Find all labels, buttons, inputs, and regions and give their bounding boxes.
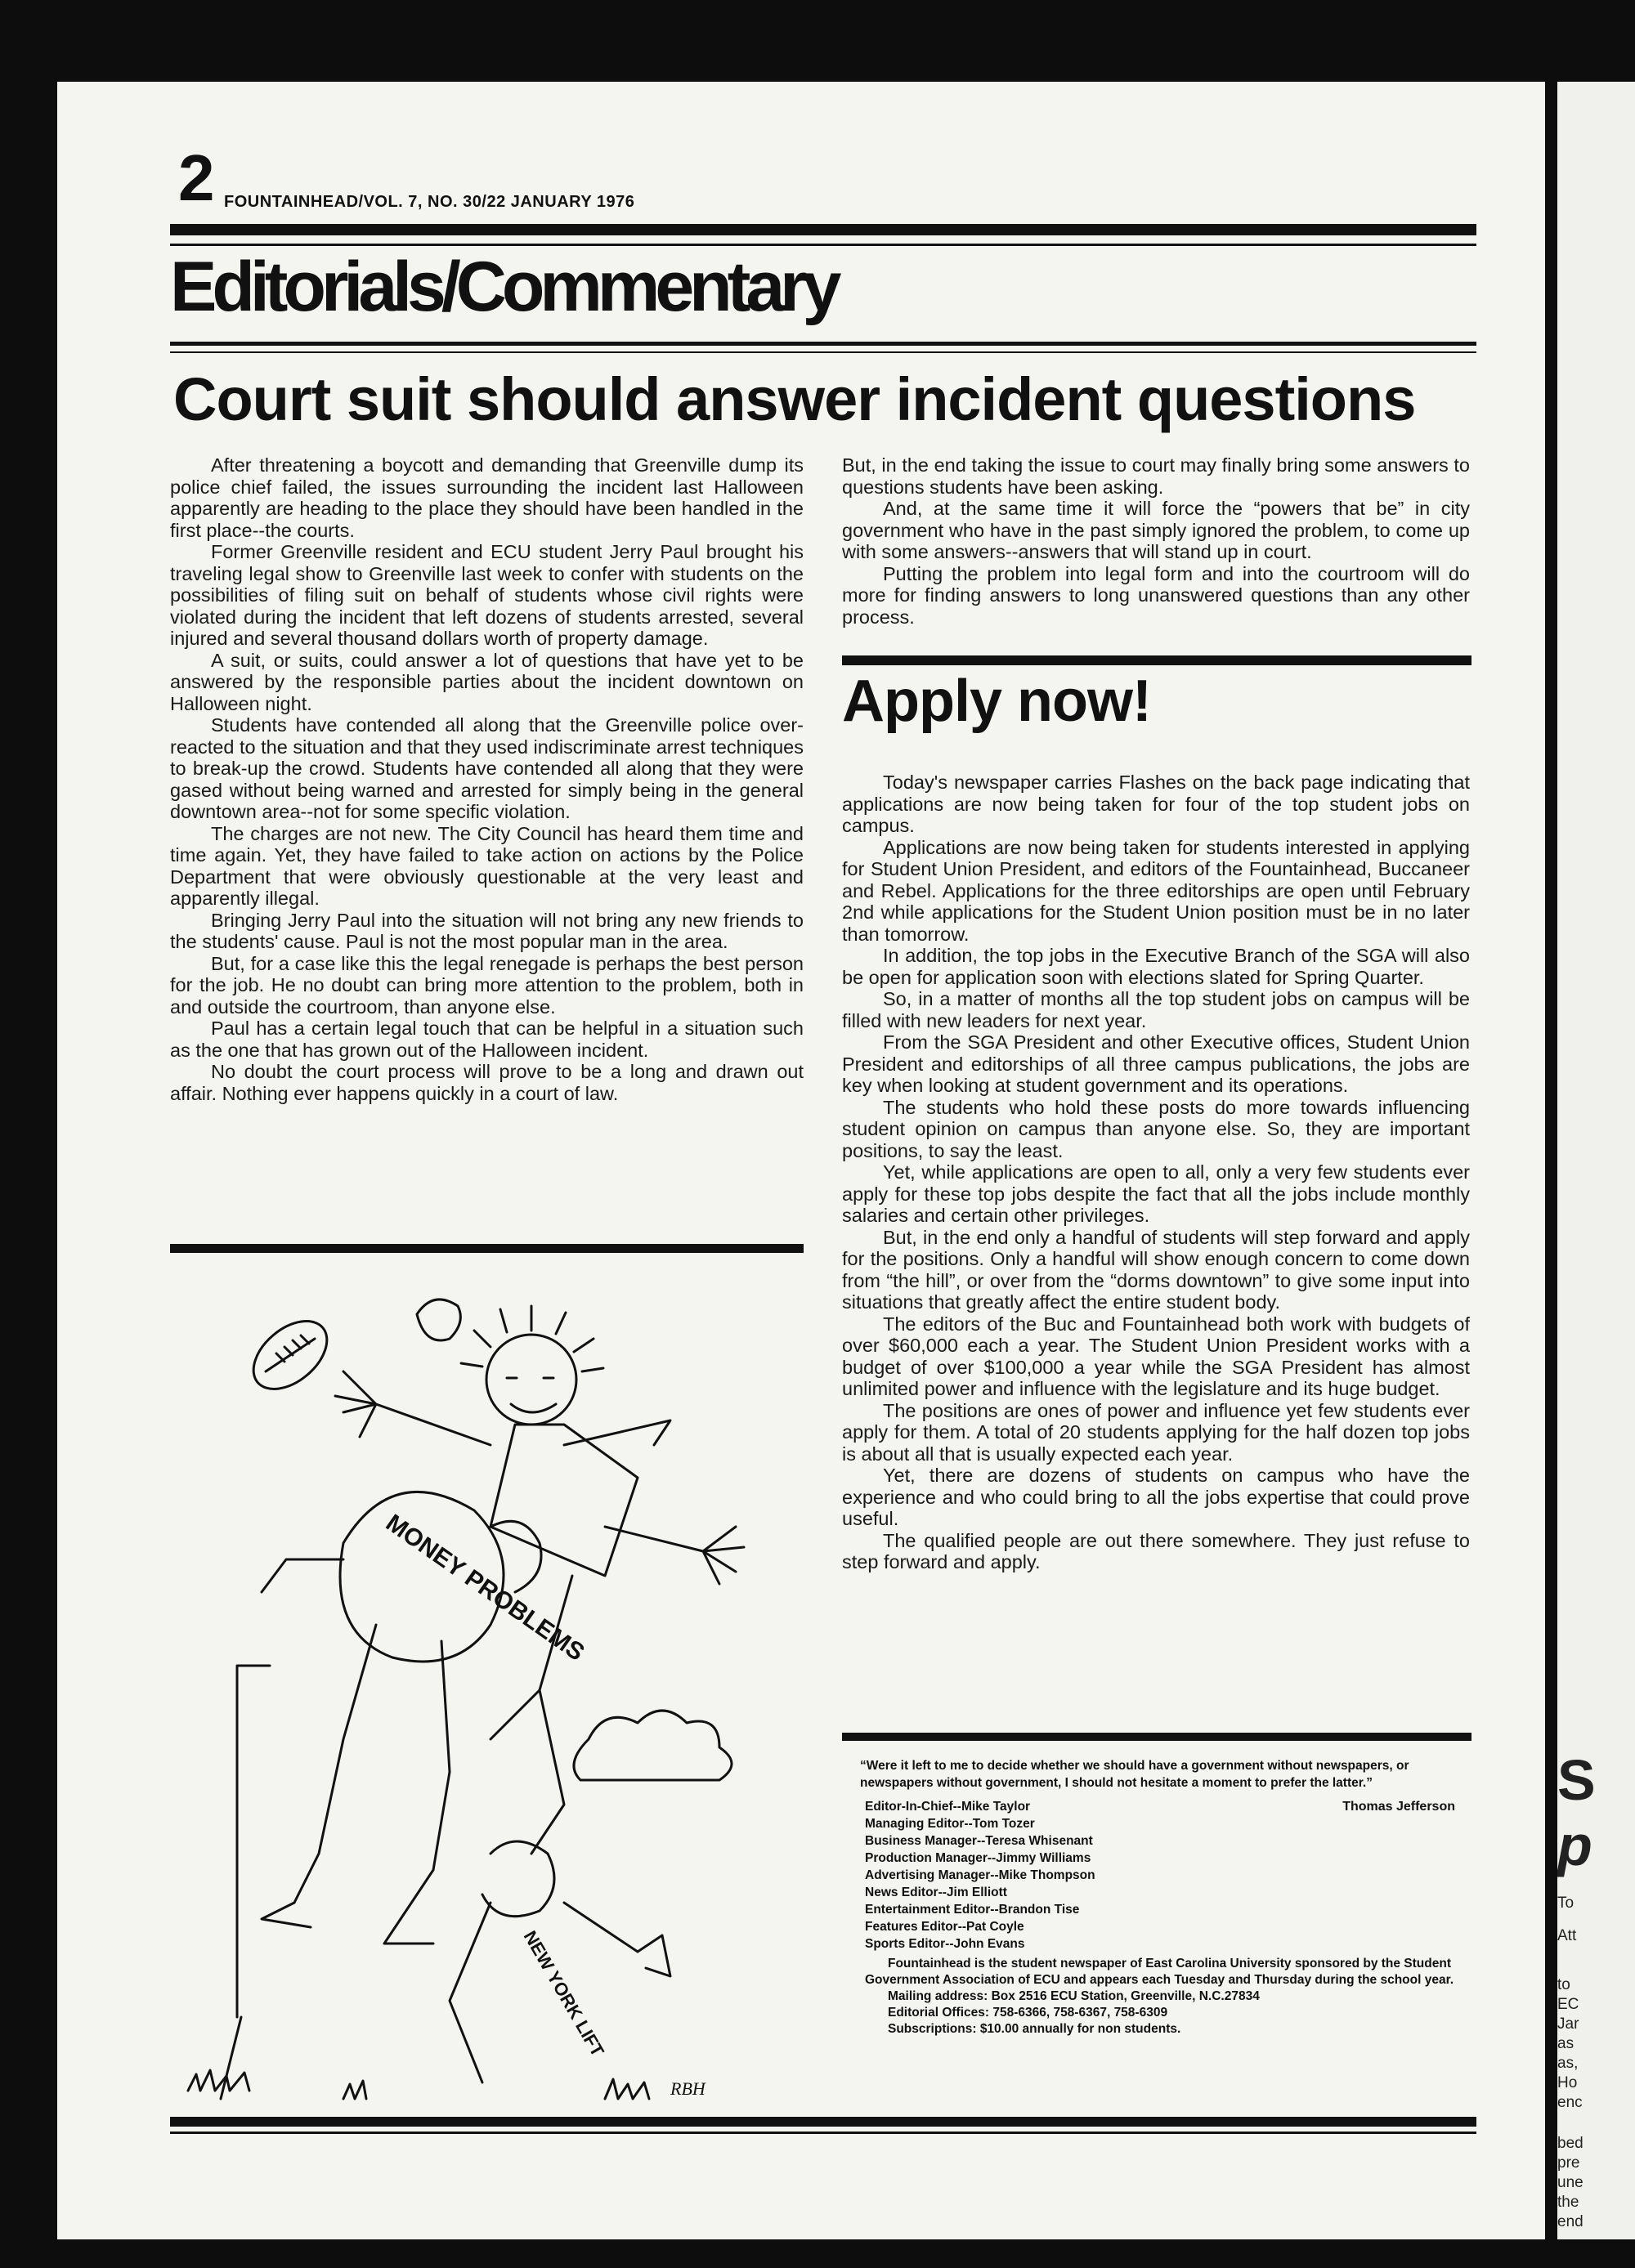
paragraph: From the SGA President and other Executive offices, Student Union President and editorships of all three campus publications, the jobs are key when looking at student government and its operations. <box>842 1031 1470 1096</box>
paragraph: The editors of the Buc and Fountainhead both work with budgets of over $60,000 each a year. The Student Union President works with a budget of over $100,000 a year while the SGA President has almost unlimited power and influence with the legislature and its huge budget. <box>842 1313 1470 1399</box>
paragraph: Students have contended all along that the Greenville police over-reacted to the situation and that they used indiscriminate arrest techniques to break-up the crowd. Students have contended all along that they were gased without being warned and arrested for simply being in the general downtown area--not for some specific violation. <box>170 714 804 822</box>
staff-line: Managing Editor--Tom Tozer <box>865 1817 1035 1831</box>
staff-line: Editor-In-Chief--Mike Taylor <box>865 1800 1031 1814</box>
editorial-cartoon <box>180 1282 809 2107</box>
fragment: Att <box>1557 1927 1577 1944</box>
section-title: Editorials/Commentary <box>170 248 837 326</box>
fragment: to <box>1557 1976 1570 1993</box>
fragment: enc <box>1557 2094 1583 2111</box>
fragment: Ho <box>1557 2074 1578 2091</box>
quote-attribution: Thomas Jefferson <box>1342 1800 1455 1814</box>
header-rule <box>170 224 1476 235</box>
masthead-quote: “Were it left to me to decide whether we should have a government without newspapers, or newspapers without government, I should not hesitate a moment to prefer the latter.” <box>860 1759 1409 1790</box>
paragraph: The positions are ones of power and influence yet few students ever apply for them. A total of 20 students applying for the half dozen top jobs is about all that is usually expected each year. <box>842 1399 1470 1465</box>
staff-line: Production Manager--Jimmy Williams <box>865 1851 1091 1865</box>
adjacent-page-edge: S p To Att to EC Jar as as, Ho enc bed pre une the end <box>1557 82 1635 2239</box>
header-rule-thin <box>170 244 1476 246</box>
editorial-column-1 <box>170 454 804 1104</box>
fragment: pre <box>1557 2154 1580 2172</box>
fragment: EC <box>1557 1996 1579 2013</box>
fragment: une <box>1557 2174 1583 2191</box>
cartoon-rule <box>170 1244 804 1253</box>
mailing-address: Mailing address: Box 2516 ECU Station, Greenville, N.C.27834 <box>888 1989 1260 2003</box>
paragraph: Today's newspaper carries Flashes on the back page indicating that applications are now being taken for four of the top student jobs on campus. <box>842 772 1470 836</box>
paragraph: Yet, there are dozens of students on campus who have the experience and who could bring to all the jobs expertise that could prove useful. <box>842 1465 1470 1529</box>
paragraph: The students who hold these posts do more towards influencing student opinion on campus than anyone else. So, they are important positions, to say the least. <box>842 1096 1470 1161</box>
cartoon-label-lift: NEW YORK LIFT <box>519 1927 608 2060</box>
paragraph: Former Greenville resident and ECU student Jerry Paul brought his traveling legal show to Greenville last week to confer with students on the possibilities of filing suit on behalf of students whose civil rights were violated during the incident that left dozens of students arrested, several injured and several thousand dollars worth of property damage. <box>170 541 804 649</box>
paragraph: But, in the end taking the issue to court may finally bring some answers to questions students have been asking. <box>842 454 1470 498</box>
editorial-offices: Editorial Offices: 758-6366, 758-6367, 758-6309 <box>888 2006 1168 2020</box>
fragment: Jar <box>1557 2015 1579 2033</box>
paragraph: So, in a matter of months all the top student jobs on campus will be filled with new leaders for next year. <box>842 988 1470 1031</box>
masthead-rule <box>842 1733 1472 1741</box>
staff-box <box>842 1798 1472 1953</box>
fragment: end <box>1557 2213 1583 2230</box>
fragment: as <box>1557 2035 1575 2052</box>
folio-line: FOUNTAINHEAD/VOL. 7, NO. 30/22 JANUARY 1976 <box>224 193 635 211</box>
fragment: bed <box>1557 2135 1583 2152</box>
editorial-headline: Court suit should answer incident questions <box>173 365 1416 433</box>
paragraph: The qualified people are out there somewhere. They just refuse to step forward and apply. <box>842 1529 1470 1572</box>
staff-line: Business Manager--Teresa Whisenant <box>865 1834 1093 1848</box>
paragraph: A suit, or suits, could answer a lot of questions that have yet to be answered by the responsible parties about the incident downtown on Halloween night. <box>170 649 804 714</box>
editorial-column-2 <box>842 454 1470 628</box>
cartoon-label-money: MONEY PROBLEMS <box>380 1509 589 1666</box>
apply-column <box>842 772 1470 1573</box>
footer-rule <box>170 2117 1476 2127</box>
paragraph: Putting the problem into legal form and into the courtroom will do more for finding answers to long unanswered questions than any other process. <box>842 562 1470 628</box>
paragraph: Yet, while applications are open to all, only a very few students ever apply for these top jobs despite the fact that all the jobs include monthly salaries and certain other privileges. <box>842 1161 1470 1226</box>
paragraph: No doubt the court process will prove to be a long and drawn out affair. Nothing ever happens quickly in a court of law. <box>170 1061 804 1104</box>
paragraph: Bringing Jerry Paul into the situation will not bring any new friends to the students' cause. Paul is not the most popular man in the area. <box>170 909 804 952</box>
staff-line: Sports Editor--John Evans <box>865 1937 1025 1951</box>
section-rule-thin <box>170 351 1476 353</box>
apply-headline: Apply now! <box>842 669 1151 734</box>
section-rule <box>170 342 1476 346</box>
paragraph: After threatening a boycott and demanding that Greenville dump its police chief failed, the issues surrounding the incident last Halloween apparently are heading to the place they should have been handled in the first place--the courts. <box>170 454 804 541</box>
paragraph: Paul has a certain legal touch that can be helpful in a situation such as the one that has grown out of the Halloween incident. <box>170 1018 804 1061</box>
cartoon-signature: RBH <box>670 2078 706 2099</box>
footer-rule-thin <box>170 2132 1476 2134</box>
fragment: as, <box>1557 2055 1579 2072</box>
paragraph: But, in the end only a handful of students will step forward and apply for the positions. Only a handful will show enough concern to come down from “the hill”, or over from the “dorms downtown” to give some input into situations that greatly affect the entire student body. <box>842 1226 1470 1313</box>
page-number: 2 <box>178 141 215 214</box>
paragraph: In addition, the top jobs in the Executive Branch of the SGA will also be open for application soon with elections slated for Spring Quarter. <box>842 945 1470 988</box>
fragment: the <box>1557 2194 1579 2211</box>
staff-line: Features Editor--Pat Coyle <box>865 1920 1024 1934</box>
publication-info <box>842 1956 1472 2038</box>
subscriptions: Subscriptions: $10.00 annually for non students. <box>888 2022 1181 2036</box>
staff-line: Advertising Manager--Mike Thompson <box>865 1868 1095 1882</box>
paragraph: And, at the same time it will force the “powers that be” in city government who have in the past simply ignored the problem, to come up with some answers--answers that will stand up in court. <box>842 498 1470 562</box>
masthead <box>842 1757 1472 2038</box>
staff-line: News Editor--Jim Elliott <box>865 1886 1007 1899</box>
paragraph: Applications are now being taken for students interested in applying for Student Union President, and editors of the Fountainhead, Buccaneer and Rebel. Applications for the three editorships are open until February 2nd while applications for the Student Union position must be in no later than tomorrow. <box>842 836 1470 945</box>
staff-line: Entertainment Editor--Brandon Tise <box>865 1903 1080 1917</box>
paragraph: But, for a case like this the legal renegade is perhaps the best person for the job. He no doubt can bring more attention to the problem, both in and outside the courtroom, than anyone else. <box>170 952 804 1018</box>
apply-rule <box>842 655 1472 665</box>
fragment: To <box>1557 1894 1575 1912</box>
about-text: Fountainhead is the student newspaper of East Carolina University sponsored by the Student Government Association of ECU and appears each Tuesday and Thursday during the school year. <box>865 1957 1454 1987</box>
paragraph: The charges are not new. The City Council has heard them time and time again. Yet, they have failed to take action on actions by the Police Department that were obviously questionable at the very least and apparently illegal. <box>170 822 804 909</box>
